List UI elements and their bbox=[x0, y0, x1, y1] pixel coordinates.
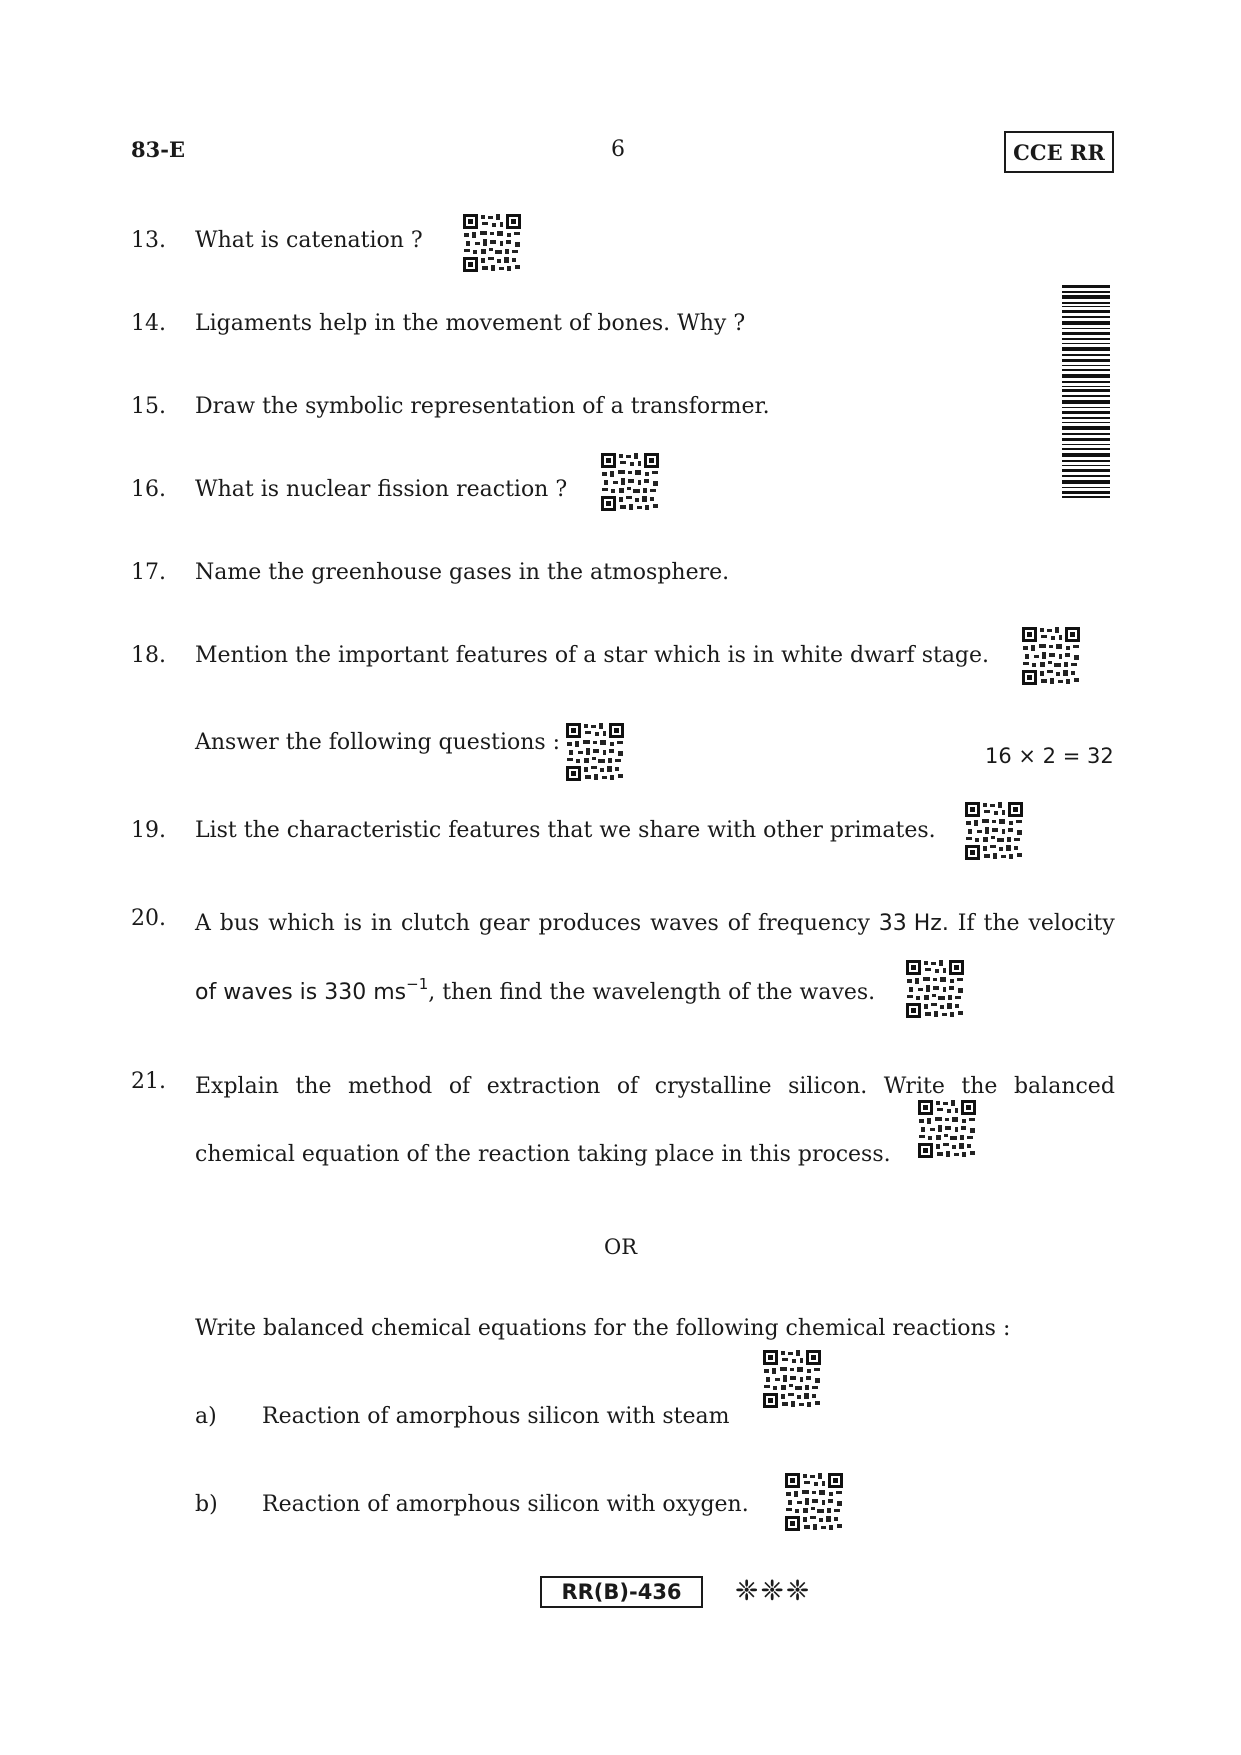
word: clutch bbox=[401, 911, 470, 936]
part-b-text: Reaction of amorphous silicon with oxygen. bbox=[262, 1492, 749, 1517]
word: of bbox=[727, 911, 750, 936]
word: crystalline bbox=[654, 1074, 772, 1099]
section-instruction: Answer the following questions : bbox=[195, 730, 561, 755]
question-19-text: List the characteristic features that we share with other primates. bbox=[195, 818, 936, 843]
question-19-number: 19. bbox=[131, 818, 166, 843]
qr-code-icon bbox=[565, 722, 625, 782]
question-13-number: 13. bbox=[131, 228, 166, 253]
question-20-line-2 bbox=[195, 975, 876, 1005]
question-16-number: 16. bbox=[131, 477, 166, 502]
question-13-text: What is catenation ? bbox=[195, 228, 423, 253]
word: A bbox=[195, 911, 211, 936]
word: waves bbox=[650, 911, 719, 936]
word: velocity bbox=[1028, 911, 1115, 936]
word: balanced bbox=[1013, 1074, 1115, 1099]
question-17-text: Name the greenhouse gases in the atmosphere. bbox=[195, 560, 730, 585]
word: the bbox=[983, 911, 1020, 936]
question-21-line-1 bbox=[195, 1074, 1115, 1099]
question-15-number: 15. bbox=[131, 394, 166, 419]
word: in bbox=[370, 911, 393, 936]
qr-code-icon bbox=[784, 1472, 844, 1532]
q20-text-post: , then find the wavelength of the waves. bbox=[428, 980, 876, 1005]
word: Explain bbox=[195, 1074, 279, 1099]
word: If bbox=[957, 911, 975, 936]
paper-code: 83-E bbox=[131, 137, 185, 162]
qr-code-icon bbox=[762, 1349, 822, 1409]
word: silicon. bbox=[788, 1074, 868, 1099]
question-14-number: 14. bbox=[131, 311, 166, 336]
word: frequency bbox=[758, 911, 870, 936]
word: method bbox=[348, 1074, 433, 1099]
word: the bbox=[961, 1074, 998, 1099]
question-14-text: Ligaments help in the movement of bones. Why ? bbox=[195, 311, 746, 336]
qr-code-icon bbox=[905, 959, 965, 1019]
qr-code-icon bbox=[600, 452, 660, 512]
part-a-label: a) bbox=[195, 1404, 217, 1429]
q20-superscript: −1 bbox=[406, 975, 429, 993]
question-15-text: Draw the symbolic representation of a transformer. bbox=[195, 394, 770, 419]
word: extraction bbox=[486, 1074, 601, 1099]
word: of bbox=[448, 1074, 471, 1099]
alt-instruction: Write balanced chemical equations for the following chemical reactions : bbox=[195, 1316, 1011, 1341]
question-21-line-2: chemical equation of the reaction taking place in this process. bbox=[195, 1142, 891, 1167]
word: Write bbox=[883, 1074, 945, 1099]
word: the bbox=[295, 1074, 332, 1099]
question-20-number: 20. bbox=[131, 906, 166, 931]
word: gear bbox=[478, 911, 530, 936]
question-17-number: 17. bbox=[131, 560, 166, 585]
word: of bbox=[616, 1074, 639, 1099]
qr-code-icon bbox=[1021, 626, 1081, 686]
qr-code-icon bbox=[964, 801, 1024, 861]
qr-code-icon bbox=[462, 213, 522, 273]
qr-code-icon bbox=[917, 1099, 977, 1159]
question-20-line-1 bbox=[195, 911, 1115, 936]
question-21-number: 21. bbox=[131, 1069, 166, 1094]
word: is bbox=[343, 911, 363, 936]
word: bus bbox=[219, 911, 260, 936]
question-18-number: 18. bbox=[131, 643, 166, 668]
part-a-text: Reaction of amorphous silicon with steam bbox=[262, 1404, 730, 1429]
page-number: 6 bbox=[611, 137, 625, 162]
footer-code-box: RR(B)-436 bbox=[540, 1576, 703, 1608]
barcode-image bbox=[1062, 285, 1110, 498]
ornament-icon: ❈❈❈ bbox=[735, 1574, 812, 1607]
series-box: CCE RR bbox=[1004, 131, 1114, 173]
barcode-graphic bbox=[1062, 285, 1110, 498]
or-separator: OR bbox=[604, 1235, 638, 1259]
word: 33 Hz. bbox=[878, 911, 949, 936]
part-b-label: b) bbox=[195, 1492, 218, 1517]
question-18-text: Mention the important features of a star which is in white dwarf stage. bbox=[195, 643, 990, 668]
question-16-text: What is nuclear fission reaction ? bbox=[195, 477, 568, 502]
word: produces bbox=[538, 911, 642, 936]
section-marks: 16 × 2 = 32 bbox=[985, 744, 1114, 768]
q20-text-pre: of waves is 330 ms bbox=[195, 980, 407, 1005]
word: which bbox=[268, 911, 335, 936]
